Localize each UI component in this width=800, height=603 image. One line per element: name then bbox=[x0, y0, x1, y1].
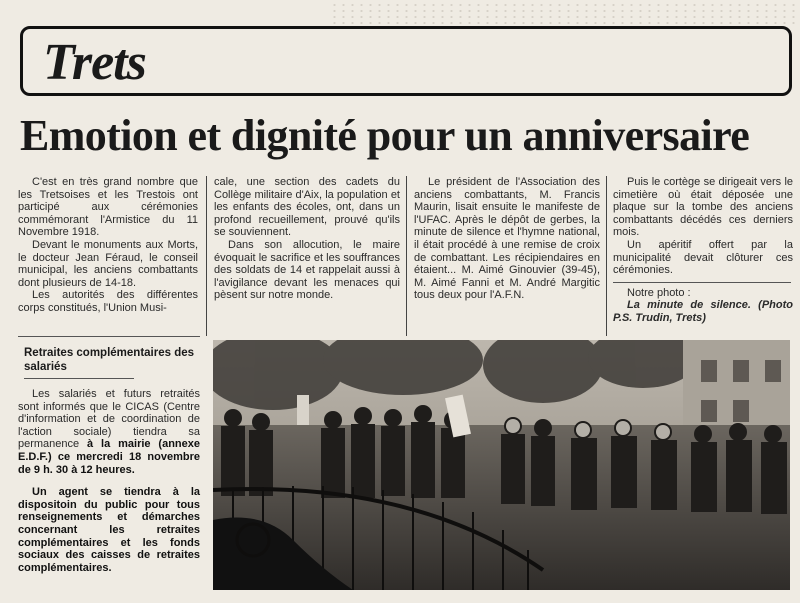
article-paragraph: Puis le cortège se dirigeait vers le cimetière où était déposée une plaque sur la tombe des anciens combattants décédés ces derniers mois. bbox=[613, 176, 793, 239]
article-paragraph: Dans son allocution, le maire évoquait le sacrifice et les souffrances des soldats de 14 et rappelait aussi à l'avigilance devant les menaces qui pèsent sur notre monde. bbox=[214, 238, 400, 302]
article-column-3 bbox=[414, 176, 600, 302]
photo-caption-label: Notre photo : bbox=[627, 286, 691, 299]
box-top-rule bbox=[18, 336, 200, 337]
photo-caption-text: La minute de silence. (Photo P.S. Trudin, Trets) bbox=[613, 299, 793, 324]
article-paragraph: Devant le monuments aux Morts, le docteur Jean Féraud, le conseil municipal, les anciens combattants dont plusieurs de 14-18. bbox=[18, 238, 198, 289]
column-divider bbox=[606, 176, 607, 336]
retirement-notice-paragraph: Un agent se tiendra à la dispositoin du public pour tous renseignements et démarches concernant les retraites complémentaires et les fonds sociaux des caisses de retraites complémentaires. bbox=[18, 486, 200, 574]
retirement-notice-title: Retraites complémentaires des salariés bbox=[24, 347, 195, 373]
article-column-4 bbox=[613, 176, 793, 325]
caption-rule bbox=[613, 282, 791, 283]
box-title-rule bbox=[24, 378, 134, 379]
section-title: Trets bbox=[43, 34, 146, 91]
halftone-dots-decoration bbox=[330, 2, 800, 24]
article-paragraph: cale, une section des cadets du Collège militaire d'Aix, la population et les enfants des écoles, ont, dans un profond recueillement, prouvé qu'ils se souviennent. bbox=[214, 176, 400, 239]
ceremony-photo bbox=[213, 340, 790, 590]
section-header-box bbox=[20, 26, 792, 96]
article-paragraph: Le président de l'Association des anciens combattants, M. Francis Maurin, lisait ensuite le manifeste de l'UFAC. Après le dépôt de gerbes, la minute de silence et l'hymne national, il était procédé à une remise de croix de combattant. Les récipiendaires en étaient... M. Aimé Ginouvier (39-45), M. Aimé Fanni et M. André Margitic tous deux pour l'A.F.N. bbox=[414, 176, 600, 302]
article-paragraph: Un apéritif offert par la municipalité devait clôturer ces cérémonies. bbox=[613, 238, 793, 277]
column-divider bbox=[206, 176, 207, 336]
article-paragraph: Les autorités des différentes corps constitués, l'Union Musi- bbox=[18, 289, 198, 314]
article-column-1 bbox=[18, 176, 198, 315]
photo-caption bbox=[613, 299, 793, 324]
column-divider bbox=[406, 176, 407, 336]
article-paragraph: C'est en très grand nombre que les Tretsoises et les Trestois ont participé aux cérémonies commémorant l'Armistice du 11 Novembre 1918. bbox=[18, 176, 198, 239]
retirement-notice-paragraph: Les salariés et futurs retraités sont informés que le CICAS (Centre d'information et de coordination de l'action sociale) tiendra sa permanence à la mairie (annexe E.D.F.) ce mercredi 18 novembre de 9 h. 30 à 12 heures. bbox=[18, 388, 200, 476]
article-column-2 bbox=[214, 176, 400, 302]
retirement-notice-body bbox=[18, 388, 200, 584]
article-headline: Emotion et dignité pour un anniversaire bbox=[20, 111, 750, 160]
